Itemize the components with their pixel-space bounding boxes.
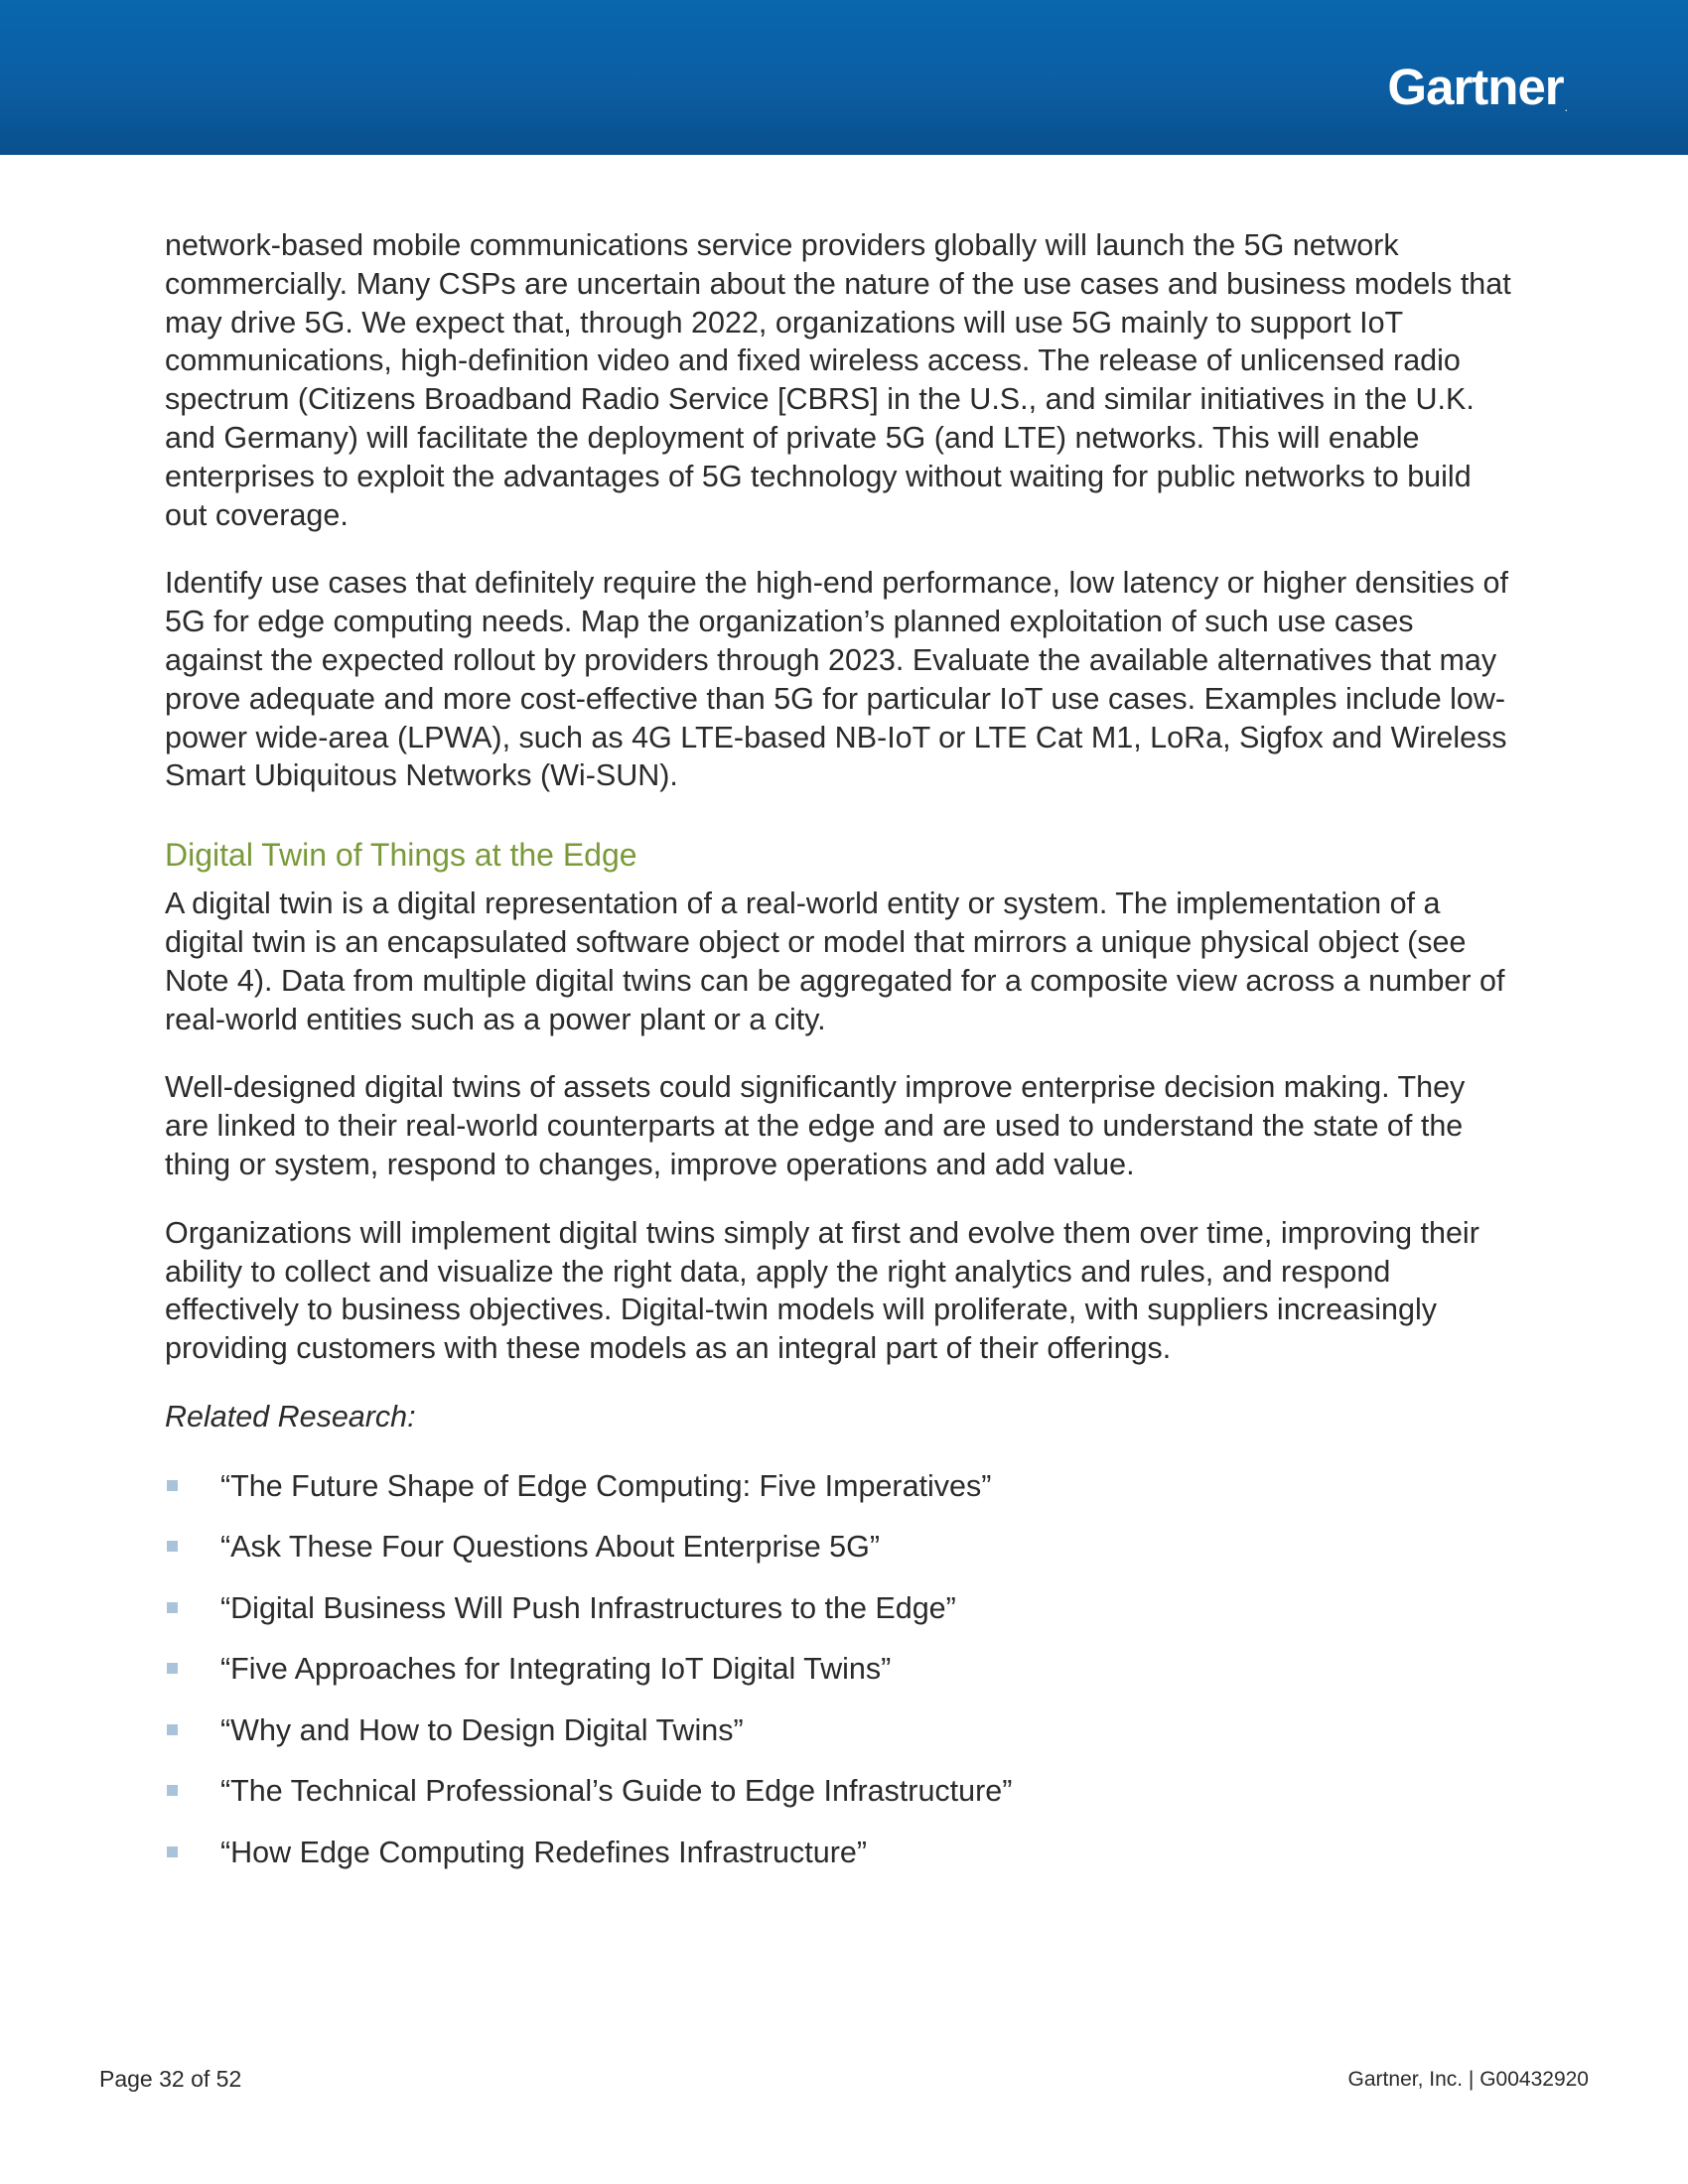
related-research-item[interactable]	[165, 1650, 1515, 1688]
square-bullet-icon	[167, 1541, 178, 1552]
square-bullet-icon	[167, 1602, 178, 1613]
related-research-title: “Digital Business Will Push Infrastructures to the Edge”	[220, 1590, 956, 1625]
document-id: Gartner, Inc. | G00432920	[1347, 2068, 1589, 2091]
square-bullet-icon	[167, 1785, 178, 1796]
square-bullet-icon	[167, 1846, 178, 1857]
related-research-item[interactable]	[165, 1834, 1515, 1871]
square-bullet-icon	[167, 1724, 178, 1735]
brand-name: Gartner	[1387, 59, 1564, 115]
related-research-list	[165, 1467, 1515, 1871]
page-content	[165, 226, 1515, 1894]
related-research-item[interactable]	[165, 1467, 1515, 1505]
related-research-title: “The Technical Professional’s Guide to Edge Infrastructure”	[220, 1774, 1013, 1809]
related-research-label: Related Research:	[165, 1399, 416, 1433]
section-paragraph: A digital twin is a digital representation of a real-world entity or system. The implementation of a digital twin is an encapsulated software object or model that mirrors a unique physical object (see Note 4). Data from multiple digital twins can be aggregated for a composite view across a number of real-world entities such as a power plant or a city.	[165, 887, 1505, 1036]
section-heading: Digital Twin of Things at the Edge	[165, 837, 637, 874]
related-research-item[interactable]	[165, 1772, 1515, 1810]
related-research-title: “Ask These Four Questions About Enterprise 5G”	[220, 1530, 880, 1565]
related-research-title: “How Edge Computing Redefines Infrastructure”	[220, 1835, 867, 1869]
related-research-item[interactable]	[165, 1711, 1515, 1749]
page-number: Page 32 of 52	[99, 2066, 242, 2092]
header-band	[0, 0, 1688, 155]
intro-paragraph: Identify use cases that definitely require the high-end performance, low latency or higher densities of 5G for edge computing needs. Map the organization’s planned exploitation of such use cases against the expected rollout by providers through 2023. Evaluate the available alternatives that may prove adequate and more cost-effective than 5G for particular IoT use cases. Examples include low-power wide-area (LPWA), such as 4G LTE-based NB-IoT or LTE Cat M1, LoRa, Sigfox and Wireless Smart Ubiquitous Networks (Wi-SUN).	[165, 566, 1508, 793]
related-research-title: “Five Approaches for Integrating IoT Digital Twins”	[220, 1652, 892, 1687]
section-paragraph: Organizations will implement digital twins simply at first and evolve them over time, improving their ability to collect and visualize the right data, apply the right analytics and rules, and respond effectively to business objectives. Digital-twin models will proliferate, with suppliers increasingly providing customers with these models as an integral part of their offerings.	[165, 1215, 1479, 1366]
intro-paragraph: network-based mobile communications service providers globally will launch the 5G network commercially. Many CSPs are uncertain about the nature of the use cases and business models that may drive 5G. We expect that, through 2022, organizations will use 5G mainly to support IoT communications, high-definition video and fixed wireless access. The release of unlicensed radio spectrum (Citizens Broadband Radio Service [CBRS] in the U.S., and similar initiatives in the U.K. and Germany) will facilitate the deployment of private 5G (and LTE) networks. This will enable enterprises to exploit the advantages of 5G technology without waiting for public networks to build out coverage.	[165, 228, 1511, 532]
gartner-logo	[1387, 59, 1567, 115]
section-paragraph: Well-designed digital twins of assets could significantly improve enterprise decision making. They are linked to their real-world counterparts at the edge and are used to understand the state of the thing or system, respond to changes, improve operations and add value.	[165, 1070, 1466, 1181]
related-research-title: “Why and How to Design Digital Twins”	[220, 1712, 744, 1747]
square-bullet-icon	[167, 1663, 178, 1674]
brand-mark: .	[1564, 100, 1567, 114]
related-research-item[interactable]	[165, 1589, 1515, 1627]
related-research-item[interactable]	[165, 1528, 1515, 1566]
square-bullet-icon	[167, 1480, 178, 1491]
related-research-title: “The Future Shape of Edge Computing: Five Imperatives”	[220, 1468, 992, 1503]
